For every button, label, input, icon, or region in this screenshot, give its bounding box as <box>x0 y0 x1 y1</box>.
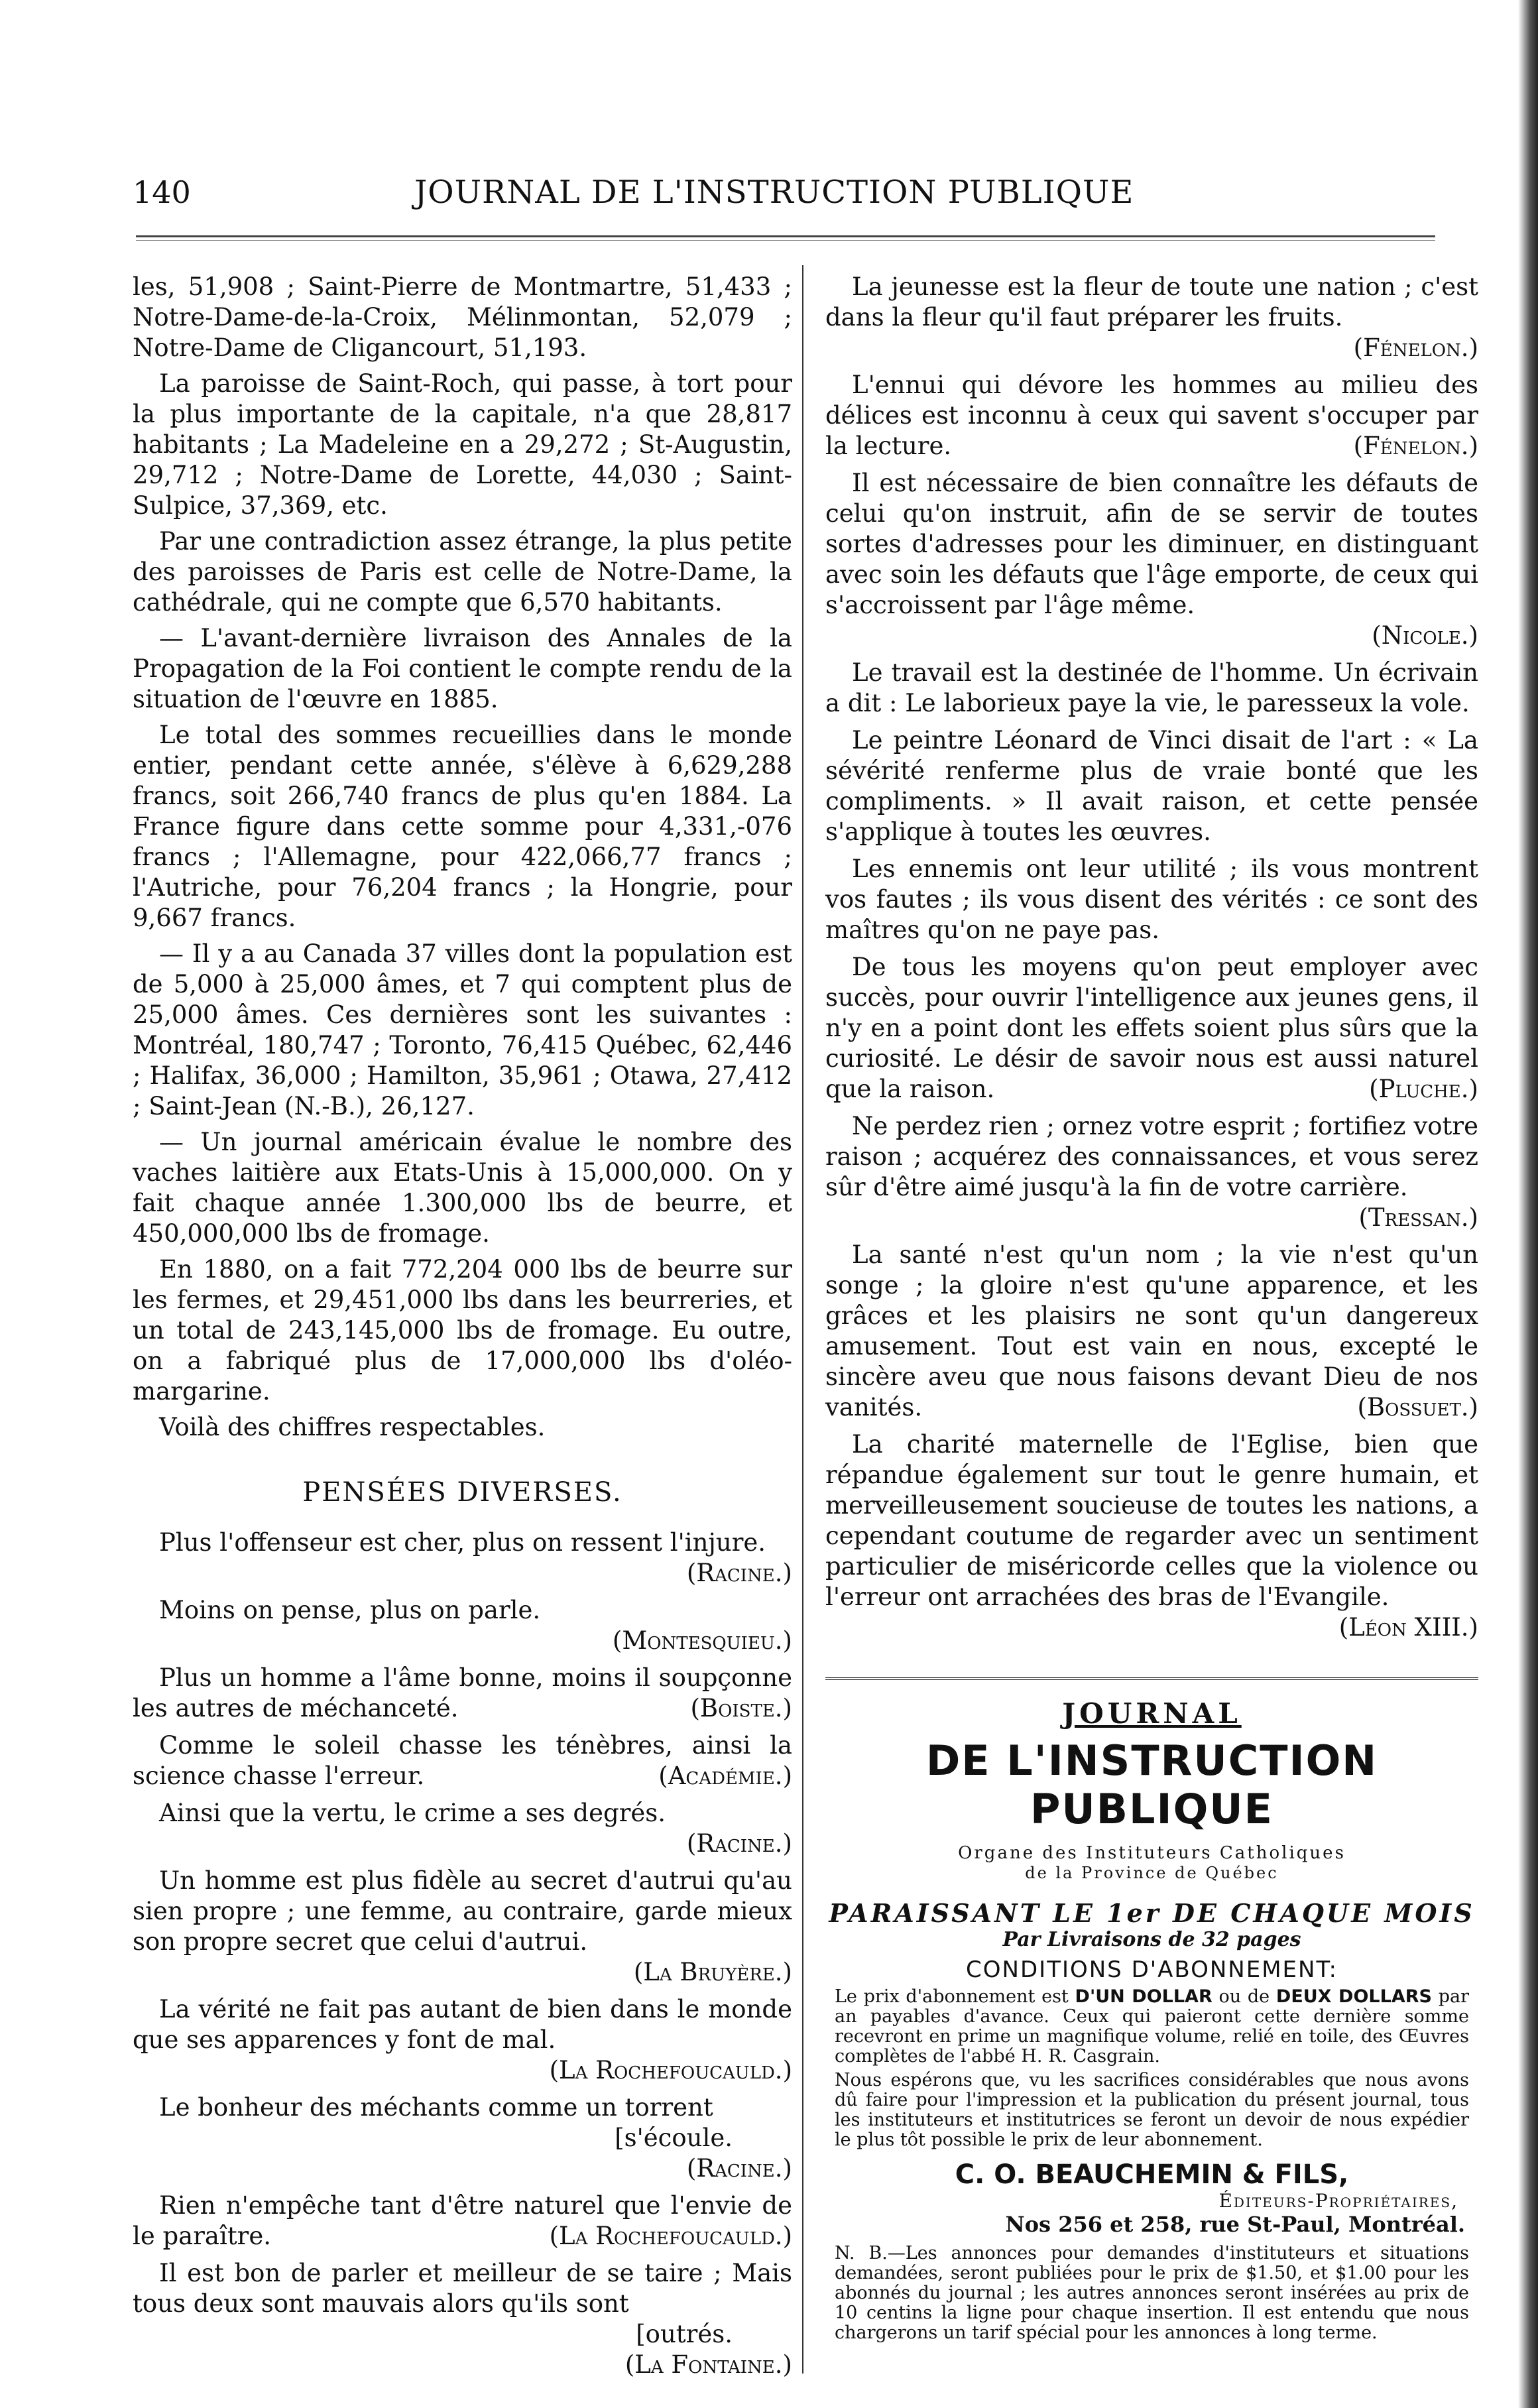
thought-author: (Montesquieu.) <box>612 1626 792 1655</box>
paragraph: Voilà des chiffres respectables. <box>159 1413 546 1441</box>
thought-text: De tous les moyens qu'on peut employer avec succès, pour ouvrir l'intelligence aux jeunes gens, il n'y en a point dont les effets soient plus sûrs que la curiosité. Le désir de savoir nous est aussi naturel que la raison. <box>825 953 1478 1103</box>
ad-organ: Organe des Instituteurs Catholiques <box>958 1843 1346 1863</box>
thought-item <box>133 2092 792 2184</box>
thought-text: Les ennemis ont leur utilité ; ils vous montrent vos fautes ; ils vous disent des vérités : ce sont des maîtres qu'on ne paye pas. <box>825 855 1478 944</box>
paragraph: les, 51,908 ; Saint-Pierre de Montmartre, 51,433 ; Notre-Dame-de-la-Croix, Mélinmontan, 52,079 ; Notre-Dame de Cligancourt, 51,193. <box>133 272 792 362</box>
paragraph: En 1880, on a fait 772,204 000 lbs de beurre sur les fermes, et 29,451,000 lbs dans les beurreries, et un total de 243,145,000 lbs de fromage. Eu outre, on a fabriqué plus de 17,000,000 lbs d'oléo-margarine. <box>133 1255 792 1406</box>
paragraph: La paroisse de Saint-Roch, qui passe, à tort pour la plus importante de la capitale, n'a que 28,817 habitants ; La Madeleine en a 29,272 ; St-Augustin, 29,712 ; Notre-Dame de Lorette, 44,030 ; Saint-Sulpice, 37,369, etc. <box>133 369 792 520</box>
thought-item <box>825 952 1478 1105</box>
ad-subscription-text <box>835 1987 1469 2067</box>
thought-continuation: [outrés. <box>636 2320 733 2348</box>
thought-item <box>825 725 1478 847</box>
thought-item <box>825 468 1478 651</box>
ad-price-two-dollars: DEUX DOLLARS <box>1275 1986 1432 2007</box>
thought-author: (La Rochefoucauld.) <box>549 2056 792 2084</box>
ad-price-text: ou de <box>1218 1986 1270 2007</box>
thought-item <box>825 1111 1478 1233</box>
thought-item <box>825 1429 1478 1643</box>
thought-item <box>133 1798 792 1859</box>
thought-continuation: [s'écoule. <box>615 2124 733 2152</box>
thought-text: Le travail est la destinée de l'homme. Un écrivain a dit : Le laborieux paye la vie, le paresseux la vole. <box>825 658 1478 717</box>
thought-author: (Léon XIII.) <box>1338 1613 1478 1642</box>
ad-publisher: C. O. BEAUCHEMIN & FILS, <box>955 2159 1349 2190</box>
thought-author: (Nicole.) <box>1372 621 1478 650</box>
header-rule <box>136 235 1435 241</box>
thought-author: (Fénelon.) <box>1353 432 1478 460</box>
ad-note: N. B.—Les annonces pour demandes d'instituteurs et situations demandées, seront publiées pour le prix de $1.50, et $1.00 pour les abonnés du journal ; les autres annonces seront insérées au prix de 10 centins la ligne pour chaque insertion. Il est entendu que nous chargerons un tarif spécial pour les annonces à long terme. <box>835 2243 1469 2343</box>
thought-text: Plus un homme a l'âme bonne, moins il soupçonne les autres de méchanceté. <box>133 1663 792 1722</box>
thought-text: Ne perdez rien ; ornez votre esprit ; fortifiez votre raison ; acquérez des connaissances, et vous serez sûr d'être aimé jusqu'à la fin de votre carrière. <box>825 1112 1478 1201</box>
ad-livraisons: Par Livraisons de 32 pages <box>1002 1928 1301 1951</box>
thought-item <box>825 658 1478 719</box>
ad-price-text: Le prix d'abonnement est <box>835 1986 1069 2007</box>
thought-text: Le peintre Léonard de Vinci disait de l'art : « La sévérité renferme plus de vraie bonté que les compliments. » Il avait raison, et cette pensée s'applique à toutes les œuvres. <box>825 726 1478 846</box>
thought-item <box>825 854 1478 945</box>
thought-author: (Boiste.) <box>690 1694 792 1722</box>
thought-item <box>133 1595 792 1656</box>
page-header <box>133 166 1207 219</box>
paragraph: Le total des sommes recueillies dans le monde entier, pendant cette année, s'élève à 6,629,288 francs, soit 266,740 francs de plus qu'en 1884. La France figure dans cette somme pour 4,331,-076 francs ; l'Allemagne, pour 422,066,77 francs ; l'Autriche, pour 76,204 francs ; la Hongrie, pour 9,667 francs. <box>133 721 792 932</box>
ad-organ-sub: de la Province de Québec <box>1025 1864 1279 1882</box>
running-title: JOURNAL DE L'INSTRUCTION PUBLIQUE <box>414 174 1134 211</box>
thought-text: Moins on pense, plus on parle. <box>159 1596 541 1624</box>
ad-price-text: par an payables d'avance. Ceux qui paieront cette dernière somme recevront en prime un magnifique volume, relié en toile, des Œuvres complètes de l'abbé H. R. Casgrain. <box>835 1986 1470 2067</box>
thought-text: La santé n'est qu'un nom ; la vie n'est qu'un songe ; la gloire n'est qu'une apparence, et les grâces et les plaisirs ne sont qu'un dangereux amusement. Tout est vain en nous, excepté le sincère aveu que nous faisons devant Dieu de nos vanités. <box>825 1240 1478 1421</box>
thought-author: (La Rochefoucauld.) <box>549 2222 792 2250</box>
thought-text: Il est nécessaire de bien connaître les défauts de celui qu'on instruit, afin de se servir de toutes sortes d'adresses pour les diminuer, en distinguant avec soin les défauts que l'âge emporte, de ceux qui s'accroissent par l'âge même. <box>825 469 1478 619</box>
thought-item <box>133 1528 792 1589</box>
thought-item <box>825 370 1478 461</box>
thought-author: (Pluche.) <box>1369 1075 1478 1103</box>
journal-advertisement <box>825 1677 1478 2389</box>
ad-period: PARAISSANT LE 1er DE CHAQUE MOIS <box>829 1898 1475 1928</box>
thought-item <box>825 272 1478 363</box>
thought-text: La charité maternelle de l'Eglise, bien que répandue également sur tout le genre humain, et merveilleusement soucieuse de toutes les nations, a cependant coutume de regarder avec un sentiment particulier de miséricorde celles que la violence ou l'erreur ont arrachées des bras de l'Evangile. <box>825 1430 1478 1611</box>
paragraph: Par une contradiction assez étrange, la plus petite des paroisses de Paris est celle de Notre-Dame, la cathédrale, qui ne compte que 6,570 habitants. <box>133 527 792 617</box>
thought-item <box>133 2258 792 2380</box>
paragraph: — Il y a au Canada 37 villes dont la population est de 5,000 à 25,000 âmes, et 7 qui comptent plus de 25,000 âmes. Ces dernières sont les suivantes : Montréal, 180,747 ; Toronto, 76,415 Québec, 62,446 ; Halifax, 36,000 ; Hamilton, 35,961 ; Otawa, 27,412 ; Saint-Jean (N.-B.), 26,127. <box>133 939 792 1120</box>
thought-item <box>133 1663 792 1724</box>
thought-author: (Tressan.) <box>1358 1203 1478 1232</box>
thought-item <box>133 1866 792 1988</box>
left-column <box>133 272 792 2387</box>
page-number: 140 <box>133 174 191 210</box>
ad-publisher-role: Éditeurs-Propriétaires, <box>1218 2190 1458 2212</box>
thought-text: La jeunesse est la fleur de toute une nation ; c'est dans la fleur qu'il faut préparer les fruits. <box>825 272 1478 331</box>
thought-item <box>825 1240 1478 1423</box>
thought-author: (La Bruyère.) <box>633 1958 792 1986</box>
thought-item <box>133 1994 792 2086</box>
paragraph: — L'avant-dernière livraison des Annales de la Propagation de la Foi contient le compte rendu de la situation de l'œuvre en 1885. <box>133 624 792 713</box>
thought-author: (Racine.) <box>686 1829 792 1858</box>
paragraph: — Un journal américain évalue le nombre des vaches laitière aux Etats-Unis à 15,000,000. On y fait chaque année 1.300,000 lbs de beurre, et 450,000,000 lbs de fromage. <box>133 1128 792 1248</box>
thought-text: Un homme est plus fidèle au secret d'autrui qu'au sien propre ; une femme, au contraire, garde mieux son propre secret que celui d'autrui. <box>133 1866 792 1956</box>
thought-item <box>133 1730 792 1791</box>
right-column <box>825 272 1478 1650</box>
thought-text: La vérité ne fait pas autant de bien dans le monde que ses apparences y font de mal. <box>133 1995 792 2054</box>
thought-text: Rien n'empêche tant d'être naturel que l'envie de le paraître. <box>133 2191 792 2250</box>
column-divider <box>802 265 803 2374</box>
scan-edge-shadow <box>1518 0 1538 2408</box>
thought-text: Comme le soleil chasse les ténèbres, ainsi la science chasse l'erreur. <box>133 1731 792 1790</box>
thought-text: Ainsi que la vertu, le crime a ses degrés. <box>159 1799 666 1827</box>
thought-author: (Fénelon.) <box>1353 333 1478 362</box>
thought-author: (Racine.) <box>686 1559 792 1587</box>
thought-author: (Bossuet.) <box>1357 1393 1478 1421</box>
thought-item <box>133 2191 792 2252</box>
ad-address: Nos 256 et 258, rue St-Paul, Montréal. <box>1005 2212 1465 2237</box>
ad-price-one-dollar: D'UN DOLLAR <box>1075 1986 1213 2007</box>
thought-text: Il est bon de parler et meilleur de se taire ; Mais tous deux sont mauvais alors qu'ils sont <box>133 2259 792 2318</box>
ad-conditions: CONDITIONS D'ABONNEMENT: <box>966 1957 1338 1983</box>
thought-author: (Racine.) <box>686 2154 792 2183</box>
ad-masthead: JOURNAL <box>1062 1697 1242 1730</box>
ad-title: DE L'INSTRUCTION PUBLIQUE <box>925 1736 1378 1833</box>
section-title: PENSÉES DIVERSES. <box>302 1477 622 1508</box>
ad-hope-text: Nous espérons que, vu les sacrifices considérables que nous avons dû faire pour l'impression et la publication du présent journal, tous les instituteurs et institutrices se feront un devoir de nous expédier le plus tôt possible le prix de leur abonnement. <box>835 2070 1469 2150</box>
thought-text: L'ennui qui dévore les hommes au milieu des délices est inconnu à ceux qui savent s'occuper par la lecture. <box>825 371 1478 460</box>
thought-text: Plus l'offenseur est cher, plus on ressent l'injure. <box>159 1528 766 1557</box>
thought-author: (Académie.) <box>658 1762 792 1790</box>
thought-author: (La Fontaine.) <box>624 2350 792 2379</box>
thought-text: Le bonheur des méchants comme un torrent <box>159 2093 713 2122</box>
